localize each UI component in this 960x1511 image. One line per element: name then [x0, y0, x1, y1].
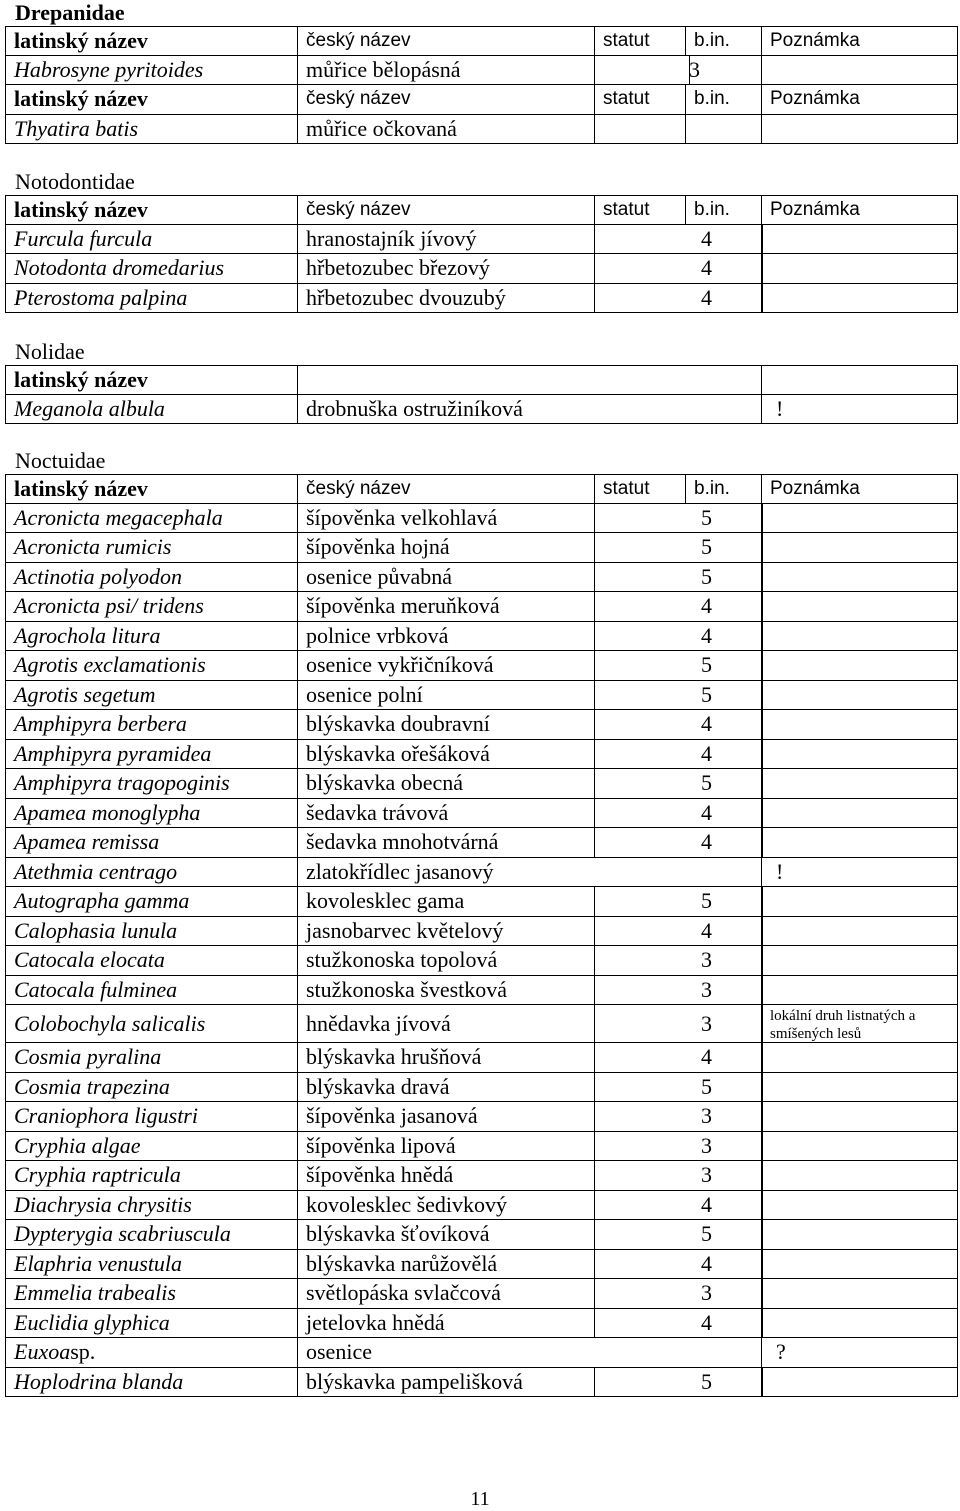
latin-name — [6, 799, 298, 828]
status-value: 5 — [701, 1221, 712, 1247]
note-value: lokální druh listnatých a smíšených lesů — [762, 1005, 958, 1042]
table-row — [5, 858, 958, 888]
latin-name-text: Amphipyra berbera — [14, 711, 187, 737]
latin-name — [6, 1250, 298, 1279]
note-value — [762, 828, 958, 857]
note-value — [762, 651, 958, 680]
latin-name-text: Cosmia trapezina — [14, 1073, 170, 1099]
table-row — [5, 976, 958, 1006]
note-value: ? — [776, 1339, 786, 1365]
table-row — [5, 1191, 958, 1221]
note-value — [762, 769, 958, 798]
table-row — [5, 1368, 958, 1398]
latin-name — [6, 740, 298, 769]
latin-name — [6, 710, 298, 739]
latin-name-text: Apamea remissa — [14, 829, 160, 855]
status-value: 3 — [701, 1132, 712, 1158]
status-value: 5 — [701, 770, 712, 796]
czech-name: hnědavka jívová — [298, 1005, 595, 1042]
table-row — [5, 1220, 958, 1250]
bin-divider — [761, 1043, 763, 1072]
bin-divider — [761, 769, 763, 798]
bin-divider — [761, 1005, 763, 1042]
latin-name-text: Elaphria venustula — [14, 1250, 183, 1276]
table-row — [5, 563, 958, 593]
note-value — [762, 1132, 958, 1161]
latin-name-text: Notodonta dromedarius — [14, 255, 225, 281]
table-row — [5, 917, 958, 947]
latin-name-text: Acronicta psi/ tridens — [14, 593, 204, 619]
note-value — [762, 1102, 958, 1131]
latin-name — [6, 769, 298, 798]
note-value — [762, 592, 958, 621]
latin-name-text: Craniophora ligustri — [14, 1103, 198, 1129]
header-note: Poznámka — [770, 477, 860, 499]
header-bin: b.in. — [686, 85, 762, 114]
bin-divider — [761, 1368, 763, 1397]
note-value — [762, 504, 958, 533]
status-value: 3 — [701, 1010, 712, 1036]
latin-name-text: Dypterygia scabriuscula — [14, 1221, 231, 1247]
czech-name: blýskavka obecná — [298, 769, 595, 798]
table-row — [5, 887, 958, 917]
latin-name-text: Emmelia trabealis — [14, 1280, 176, 1306]
family-heading-noctuidae: Noctuidae — [15, 448, 106, 473]
table-row — [5, 395, 958, 425]
czech-name: osenice polní — [298, 681, 595, 710]
table-row — [5, 533, 958, 563]
latin-name-text: Furcula furcula — [14, 225, 153, 251]
status-value: 5 — [701, 1368, 712, 1394]
czech-name: polnice vrbková — [298, 622, 595, 651]
bin-divider — [761, 1132, 763, 1161]
bin-divider — [761, 1102, 763, 1131]
header-bin: b.in. — [686, 475, 762, 503]
family-heading-nolidae: Nolidae — [15, 339, 85, 364]
note-value — [762, 225, 958, 254]
czech-name: šedavka trávová — [298, 799, 595, 828]
latin-name-text: Meganola albula — [14, 395, 165, 421]
status-value: 4 — [701, 740, 712, 766]
note-value — [762, 1191, 958, 1220]
bin-divider — [761, 917, 763, 946]
status-cell — [595, 115, 686, 144]
status-value: 4 — [701, 593, 712, 619]
czech-name: blýskavka pampelišková — [298, 1368, 595, 1397]
czech-name: světlopáska svlačcová — [298, 1279, 595, 1308]
latin-name — [6, 681, 298, 710]
table-row — [5, 1132, 958, 1162]
czech-name: jetelovka hnědá — [298, 1309, 595, 1338]
bin-divider — [761, 622, 763, 651]
bin-divider — [761, 284, 763, 313]
note-value — [762, 710, 958, 739]
latin-name-text: Diachrysia chrysitis — [14, 1191, 192, 1217]
note-value — [762, 1309, 958, 1338]
latin-name — [6, 563, 298, 592]
note-value — [762, 254, 958, 283]
header-note: Poznámka — [770, 29, 860, 51]
bin-divider — [761, 1250, 763, 1279]
latin-name — [6, 254, 298, 283]
header-status: statut — [595, 27, 686, 55]
status-value: 4 — [701, 1309, 712, 1335]
status-value: 5 — [701, 563, 712, 589]
header-note: Poznámka — [770, 198, 860, 220]
latin-name-text: Euclidia glyphica — [14, 1309, 170, 1335]
note-value — [762, 799, 958, 828]
bin-divider — [761, 533, 763, 562]
latin-name — [6, 1309, 298, 1338]
latin-name-text: Cryphia algae — [14, 1132, 141, 1158]
note-value — [762, 563, 958, 592]
table-row — [5, 1161, 958, 1191]
latin-name — [6, 504, 298, 533]
bin-divider — [761, 946, 763, 975]
table-row — [5, 504, 958, 534]
table-row — [5, 799, 958, 829]
latin-name — [6, 1102, 298, 1131]
latin-name — [6, 1043, 298, 1072]
latin-name-text: Catocala fulminea — [14, 976, 178, 1002]
latin-name-text: Acronicta rumicis — [14, 534, 172, 560]
status-value: 5 — [701, 681, 712, 707]
header-latin-name: latinský název — [6, 196, 298, 224]
czech-name: zlatokřídlec jasanový — [298, 858, 762, 887]
latin-name — [6, 1073, 298, 1102]
table-row — [5, 740, 958, 770]
czech-name: můřice bělopásná — [298, 56, 595, 85]
latin-name — [6, 1132, 298, 1161]
table-row — [5, 592, 958, 622]
czech-name: hřbetozubec dvouzubý — [298, 284, 595, 313]
header-note: Poznámka — [770, 88, 860, 110]
status-value: 3 — [701, 947, 712, 973]
table-row — [5, 651, 958, 681]
czech-name: šípověnka meruňková — [298, 592, 595, 621]
latin-name — [6, 1220, 298, 1249]
table-row — [5, 1250, 958, 1280]
latin-name — [6, 284, 298, 313]
document-page — [5, 0, 958, 1397]
status-value: 5 — [701, 504, 712, 530]
table-row — [5, 225, 958, 255]
bin-divider — [761, 976, 763, 1005]
bin-divider — [761, 1220, 763, 1249]
header-row — [5, 474, 958, 504]
latin-name-suffix: sp. — [70, 1339, 96, 1365]
header-row — [5, 26, 958, 56]
bin-divider — [761, 225, 763, 254]
latin-name — [6, 1191, 298, 1220]
czech-name: blýskavka narůžovělá — [298, 1250, 595, 1279]
table-row — [5, 1043, 958, 1073]
header-czech-name: český název — [298, 85, 595, 114]
table-row — [5, 710, 958, 740]
latin-name — [6, 946, 298, 975]
status-value: 5 — [701, 652, 712, 678]
status-value: 5 — [701, 888, 712, 914]
czech-name: šípověnka hnědá — [298, 1161, 595, 1190]
czech-name: šípověnka jasanová — [298, 1102, 595, 1131]
czech-name: kovolesklec šedivkový — [298, 1191, 595, 1220]
latin-name — [6, 395, 298, 424]
bin-value — [686, 115, 762, 144]
latin-name — [6, 651, 298, 680]
status-value: 4 — [701, 711, 712, 737]
status-value: 4 — [701, 622, 712, 648]
note-value — [762, 740, 958, 769]
czech-name: stužkonoska švestková — [298, 976, 595, 1005]
czech-name: blýskavka šťovíková — [298, 1220, 595, 1249]
note-value — [762, 622, 958, 651]
latin-name — [6, 828, 298, 857]
table-row — [5, 946, 958, 976]
bin-divider — [761, 504, 763, 533]
status-value: 4 — [701, 255, 712, 281]
note-value — [762, 115, 958, 144]
latin-name: Thyatira batis — [6, 115, 298, 144]
status-value: 4 — [701, 829, 712, 855]
header-czech-name: český název — [298, 196, 595, 224]
czech-name: blýskavka doubravní — [298, 710, 595, 739]
header-status: statut — [595, 196, 686, 224]
latin-name-text: Cryphia raptricula — [14, 1162, 181, 1188]
latin-name — [6, 917, 298, 946]
czech-name: hřbetozubec březový — [298, 254, 595, 283]
header-czech-name: český název — [298, 27, 595, 55]
family-heading-drepanidae: Drepanidae — [15, 0, 125, 25]
czech-name: hranostajník jívový — [298, 225, 595, 254]
status-value: 4 — [701, 799, 712, 825]
table-row — [5, 1102, 958, 1132]
header-latin-name: latinský název — [6, 475, 298, 503]
latin-name-text: Agrotis segetum — [14, 681, 156, 707]
bin-divider — [761, 681, 763, 710]
table-row — [5, 1279, 958, 1309]
bin-divider — [761, 887, 763, 916]
czech-name: můřice očkovaná — [298, 115, 595, 144]
note-value — [762, 1368, 958, 1397]
latin-name — [6, 858, 298, 887]
latin-name — [6, 622, 298, 651]
latin-name-text: Catocala elocata — [14, 947, 165, 973]
latin-name — [6, 1368, 298, 1397]
latin-name-text: Apamea monoglypha — [14, 799, 201, 825]
page-number: 11 — [470, 1488, 490, 1510]
bin-divider — [761, 563, 763, 592]
bin-divider — [761, 710, 763, 739]
note-value — [762, 681, 958, 710]
bin-divider — [761, 1279, 763, 1308]
table-row — [5, 284, 958, 314]
latin-name — [6, 1005, 298, 1042]
header-latin-name: latinský název — [6, 366, 298, 394]
note-value — [762, 1043, 958, 1072]
latin-name — [6, 1161, 298, 1190]
czech-name: šípověnka velkohlavá — [298, 504, 595, 533]
latin-name: Habrosyne pyritoides — [6, 56, 298, 85]
status-value: 3 — [701, 1280, 712, 1306]
note-value — [762, 1073, 958, 1102]
table-row — [5, 769, 958, 799]
latin-name-text: Amphipyra pyramidea — [14, 740, 212, 766]
bin-divider — [761, 799, 763, 828]
latin-name-text: Colobochyla salicalis — [14, 1010, 206, 1036]
czech-name: osenice vykřičníková — [298, 651, 595, 680]
header-bin: b.in. — [686, 27, 762, 55]
czech-name: kovolesklec gama — [298, 887, 595, 916]
status-value: 4 — [701, 1191, 712, 1217]
note-value — [762, 533, 958, 562]
note-value — [762, 946, 958, 975]
latin-name-text: Actinotia polyodon — [14, 563, 183, 589]
header-status: statut — [595, 85, 686, 114]
note-value — [762, 284, 958, 313]
latin-name-text: Cosmia pyralina — [14, 1044, 162, 1070]
latin-name — [6, 592, 298, 621]
header-status: statut — [595, 475, 686, 503]
status-value: 3 — [701, 976, 712, 1002]
family-heading-notodontidae: Notodontidae — [15, 169, 135, 194]
latin-name-text: Acronicta megacephala — [14, 504, 223, 530]
latin-name — [6, 976, 298, 1005]
table-row — [5, 1309, 958, 1339]
header-latin-name: latinský název — [6, 85, 298, 114]
czech-name: stužkonoska topolová — [298, 946, 595, 975]
note-value — [762, 917, 958, 946]
czech-name: šedavka mnohotvárná — [298, 828, 595, 857]
latin-name — [6, 225, 298, 254]
table-row — [5, 1338, 958, 1368]
latin-name-text: Atethmia centrago — [14, 858, 178, 884]
bin-divider — [761, 1161, 763, 1190]
status-value: 4 — [701, 917, 712, 943]
header-bin: b.in. — [686, 196, 762, 224]
note-value — [762, 887, 958, 916]
czech-name: šípověnka hojná — [298, 533, 595, 562]
czech-name: blýskavka ořešáková — [298, 740, 595, 769]
status-value: 3 — [595, 56, 690, 85]
bin-divider — [761, 1191, 763, 1220]
bin-divider — [761, 592, 763, 621]
note-value — [762, 1161, 958, 1190]
note-value — [762, 1279, 958, 1308]
bin-divider — [761, 1073, 763, 1102]
czech-name: blýskavka dravá — [298, 1073, 595, 1102]
czech-name: šípověnka lipová — [298, 1132, 595, 1161]
table-row — [5, 681, 958, 711]
latin-name-text: Amphipyra tragopoginis — [14, 770, 230, 796]
note-value — [762, 1250, 958, 1279]
table-row — [5, 622, 958, 652]
czech-name: drobnuška ostružiníková — [298, 395, 762, 424]
czech-name: osenice — [298, 1338, 762, 1367]
table-row — [5, 56, 958, 86]
latin-name — [6, 1279, 298, 1308]
note-value — [762, 56, 958, 85]
bin-divider — [761, 254, 763, 283]
note-value: ! — [776, 858, 784, 884]
status-value: 5 — [701, 1073, 712, 1099]
header-row — [5, 195, 958, 225]
header-blank — [298, 366, 762, 394]
latin-name — [6, 533, 298, 562]
latin-name — [6, 1338, 298, 1367]
status-value: 4 — [701, 1250, 712, 1276]
status-value: 3 — [701, 1162, 712, 1188]
bin-value — [686, 56, 762, 85]
table-row — [5, 115, 958, 145]
latin-name-text: Euxoa — [14, 1339, 71, 1365]
table-row — [5, 1073, 958, 1103]
bin-divider — [761, 651, 763, 680]
status-value: 5 — [701, 534, 712, 560]
czech-name: osenice půvabná — [298, 563, 595, 592]
header-row — [5, 365, 958, 395]
header-blank-note — [762, 366, 958, 394]
note-value — [762, 976, 958, 1005]
status-value: 3 — [701, 1103, 712, 1129]
latin-name-text: Pterostoma palpina — [14, 284, 188, 310]
latin-name-text: Hoplodrina blanda — [14, 1368, 184, 1394]
czech-name: jasnobarvec květelový — [298, 917, 595, 946]
bin-divider — [761, 740, 763, 769]
header-czech-name: český název — [298, 475, 595, 503]
header-row — [5, 85, 958, 115]
czech-name: blýskavka hrušňová — [298, 1043, 595, 1072]
latin-name-text: Agrotis exclamationis — [14, 652, 206, 678]
latin-name — [6, 887, 298, 916]
latin-name-text: Agrochola litura — [14, 622, 161, 648]
status-value: 4 — [701, 225, 712, 251]
latin-name-text: Calophasia lunula — [14, 917, 178, 943]
table-row — [5, 254, 958, 284]
note-value — [762, 1220, 958, 1249]
table-row — [5, 1005, 958, 1043]
latin-name-text: Autographa gamma — [14, 888, 190, 914]
status-value: 4 — [701, 1044, 712, 1070]
table-row — [5, 828, 958, 858]
status-value: 4 — [701, 284, 712, 310]
bin-divider — [761, 828, 763, 857]
bin-divider — [761, 1309, 763, 1338]
note-value: ! — [776, 395, 784, 421]
header-latin-name: latinský název — [6, 27, 298, 55]
